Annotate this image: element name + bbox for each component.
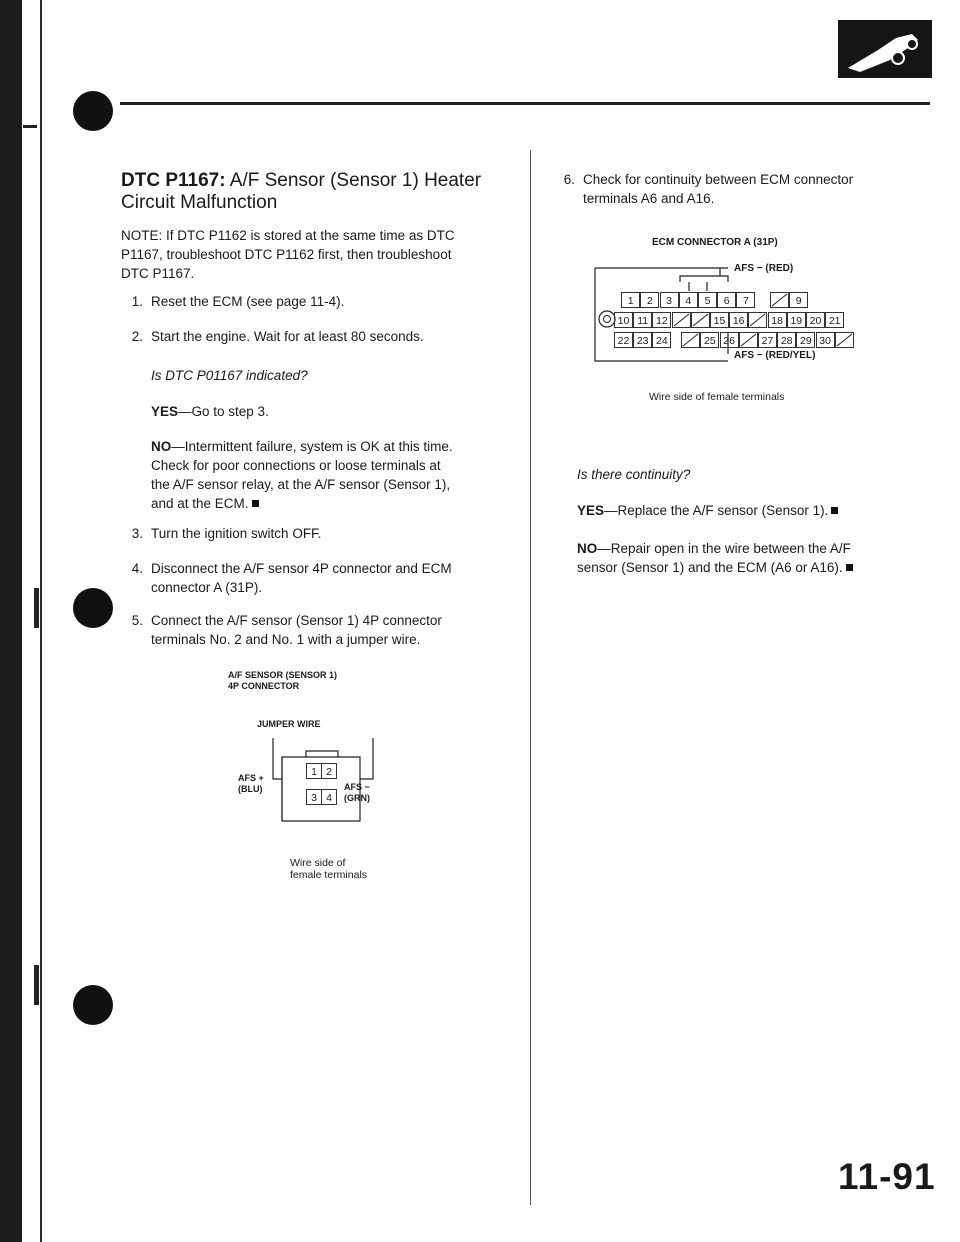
ecm-terminal-9: 9: [789, 292, 808, 308]
ecm-terminal-29: 29: [796, 332, 815, 348]
column-divider: [530, 150, 531, 1205]
page-edge-line: [40, 0, 42, 1242]
page-number: 11-91: [838, 1156, 936, 1197]
car-logo-icon: [838, 20, 932, 78]
question-1: Is DTC P01167 indicated?: [151, 368, 308, 383]
no-2: NO—Repair open in the wire between the A/F sensor (Sensor 1) and the ECM (A6 or A16).: [577, 541, 851, 575]
ecm-terminal-23: 23: [633, 332, 652, 348]
ecm-terminal-12: 12: [652, 312, 671, 328]
ecm-terminal-19: 19: [787, 312, 806, 328]
ecm-terminal-blank: [691, 312, 710, 328]
fig1-terminal-4: 4: [321, 789, 337, 805]
fig1-caption: Wire side of female terminals: [290, 857, 368, 881]
ecm-terminal-22: 22: [614, 332, 633, 348]
fig1-terminal-2: 2: [321, 763, 337, 779]
ecm-terminal-21: 21: [825, 312, 844, 328]
end-mark-icon: [846, 564, 853, 571]
ecm-terminal-blank: [672, 312, 691, 328]
ecm-terminal-11: 11: [633, 312, 652, 328]
fig1-title: A/F SENSOR (SENSOR 1) 4P CONNECTOR: [228, 670, 338, 691]
step-3: 3. Turn the ignition switch OFF.: [131, 526, 322, 541]
left-margin-bar: [0, 0, 22, 1242]
ecm-terminal-blank: [739, 332, 758, 348]
question-2: Is there continuity?: [577, 467, 691, 482]
ecm-terminal-20: 20: [806, 312, 825, 328]
binding-tick: [34, 588, 39, 628]
ecm-terminal-4: 4: [679, 292, 698, 308]
ecm-terminal-2: 2: [640, 292, 659, 308]
step-2: 2. Start the engine. Wait for at least 80 seconds.: [131, 329, 424, 344]
fig1-jumper-label: JUMPER WIRE: [257, 719, 321, 729]
ecm-terminal-10: 10: [614, 312, 633, 328]
section-title: DTC P1167: A/F Sensor (Sensor 1) Heater Circuit Malfunction: [121, 170, 482, 213]
ecm-terminal-blank: [748, 312, 767, 328]
step-4: 4. Disconnect the A/F sensor 4P connector and ECM connector A (31P).: [131, 561, 452, 595]
ecm-terminal-1: 1: [621, 292, 640, 308]
fig2-title: ECM CONNECTOR A (31P): [652, 237, 778, 248]
ecm-terminal-7: 7: [736, 292, 755, 308]
ecm-terminal-27: 27: [758, 332, 777, 348]
note: NOTE: If DTC P1162 is stored at the same time as DTC P1167, troubleshoot DTC P1162 first, then troubleshoot DTC P1167.: [121, 228, 455, 281]
end-mark-icon: [831, 507, 838, 514]
ecm-terminal-15: 15: [710, 312, 729, 328]
binding-hole: [73, 985, 113, 1025]
no-1: NO—Intermittent failure, system is OK at this time. Check for poor connections or loose terminals at the A/F sensor relay, at the A/F sensor (Sensor 1), and at the ECM.: [151, 439, 453, 511]
fig1-terminal-3: 3: [306, 789, 322, 805]
ecm-afs-redyel-label: AFS − (RED/YEL): [734, 350, 816, 361]
ecm-terminal-blank: [770, 292, 789, 308]
fig1-right-label: AFS − (GRN): [344, 782, 370, 803]
ecm-terminal-30: 30: [816, 332, 835, 348]
dtc-code: DTC P1167:: [121, 170, 226, 191]
ecm-terminal-25: 25: [700, 332, 719, 348]
ecm-terminal-grid: [614, 292, 874, 352]
ecm-terminal-16: 16: [729, 312, 748, 328]
fig1-terminal-1: 1: [306, 763, 322, 779]
ecm-terminal-5: 5: [698, 292, 717, 308]
ecm-afs-red-label: AFS − (RED): [734, 263, 794, 274]
step-1: 1. Reset the ECM (see page 11-4).: [131, 294, 345, 309]
ecm-terminal-blank: [681, 332, 700, 348]
binding-hole: [73, 588, 113, 628]
yes-1: YES—Go to step 3.: [151, 404, 269, 419]
binding-tick: [34, 965, 39, 1005]
ecm-terminal-24: 24: [652, 332, 671, 348]
ecm-terminal-3: 3: [660, 292, 679, 308]
ecm-terminal-6: 6: [717, 292, 736, 308]
ecm-terminal-18: 18: [768, 312, 787, 328]
ecm-terminal-26: 26: [720, 332, 739, 348]
binding-hole: [73, 91, 113, 131]
step-6: 6. Check for continuity between ECM connector terminals A6 and A16.: [563, 172, 854, 206]
header-rule: [120, 102, 930, 105]
ecm-terminal-28: 28: [777, 332, 796, 348]
binding-tick: [23, 125, 37, 128]
yes-2: YES—Replace the A/F sensor (Sensor 1).: [577, 501, 838, 520]
ecm-terminal-blank: [835, 332, 854, 348]
step-5: 5. Connect the A/F sensor (Sensor 1) 4P connector terminals No. 2 and No. 1 with a jumper wire.: [131, 613, 442, 647]
end-mark-icon: [252, 500, 259, 507]
fig1-left-label: AFS + (BLU): [238, 773, 264, 794]
fig2-caption: Wire side of female terminals: [649, 391, 785, 403]
